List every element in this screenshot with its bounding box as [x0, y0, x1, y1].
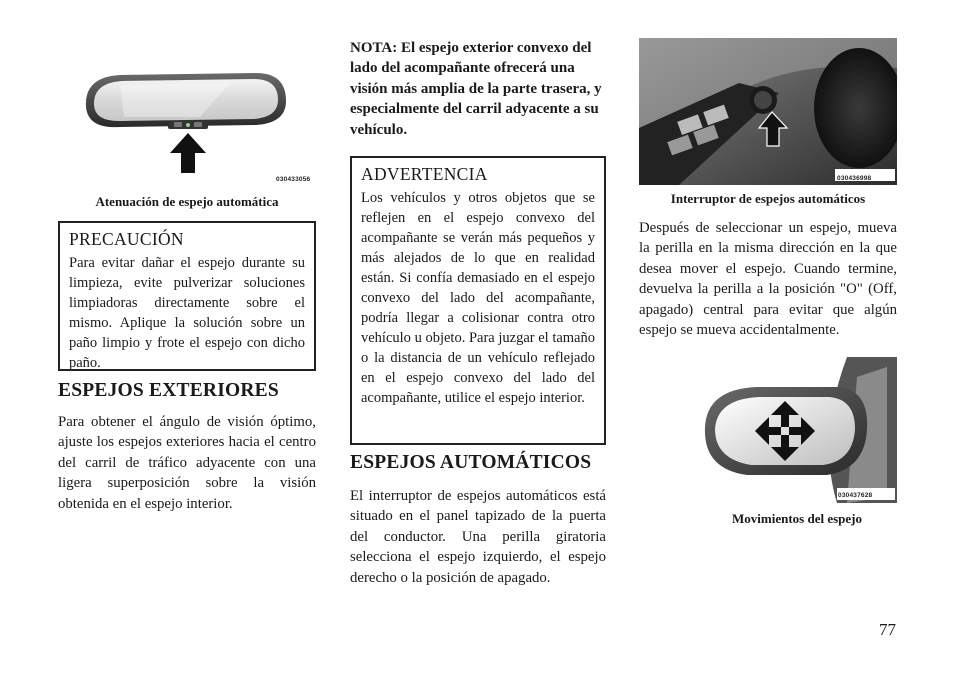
figure-code: 030433056 [276, 176, 311, 183]
figure-caption: Movimientos del espejo [732, 511, 862, 526]
rearview-mirror-figure [80, 65, 316, 180]
section-heading-automatic-mirrors: ESPEJOS AUTOMÁTICOS [350, 452, 592, 473]
page-number: 77 [879, 620, 896, 639]
section-text-automatic-mirrors: El interruptor de espejos automáticos está situado en el panel tapizado de la puerta del conductor. Una perilla giratoria selecciona el espejo izquierdo, el espejo derecho o la posición de apagado. [350, 488, 606, 586]
note-text: NOTA: El espejo exterior convexo del lado del acompañante ofrecerá una visión más amplia de la parte trasera, y especialmente del carril adyacente a su vehículo. [350, 40, 602, 138]
figure-code: 030436998 [837, 175, 872, 182]
figure-caption: Interruptor de espejos automáticos [670, 191, 866, 206]
mirror-adjust-text: Después de seleccionar un espejo, mueva la perilla en la misma dirección en la que desea mover el espejo. Cuando termine, devuelva la perilla a la posición "O" (Off, apagado) central para evitar que algún espejo se mueva accidentalmente. [639, 220, 897, 339]
figure-code: 030437628 [838, 492, 873, 499]
warning-box [350, 156, 606, 445]
caution-text: Para evitar dañar el espejo durante su limpieza, evite pulverizar soluciones limpiadoras directamente sobre el mismo. Aplique la solución sobre un paño limpio y frote el espejo con dicho paño. [69, 255, 305, 371]
caution-title: PRECAUCIÓN [69, 229, 184, 249]
warning-text: Los vehículos y otros objetos que se reflejen en el espejo convexo del acompañante se verán más pequeños y más alejados de lo que en realidad están. Si confía demasiado en el espejo convexo del lado del acompañante, podría llegar a colisionar contra otro vehículo u objeto. Para juzgar el tamaño o la distancia de un vehículo reflejado en el espejo convexo del lado del acompañante, utilice el espejo interior. [361, 190, 595, 406]
section-text-exterior-mirrors: Para obtener el ángulo de visión óptimo, ajuste los espejos exteriores hacia el centro del carril de tráfico adyacente con una ligera superposición sobre la visión obtenida en el espejo interior. [58, 414, 316, 512]
figure-caption: Atenuación de espejo automática [95, 194, 279, 209]
section-heading-exterior-mirrors: ESPEJOS EXTERIORES [58, 380, 279, 401]
caution-box [58, 221, 316, 371]
mirror-switch-figure [639, 38, 897, 185]
up-arrow-icon [170, 133, 206, 173]
mirror-movement-figure [697, 357, 897, 503]
warning-title: ADVERTENCIA [361, 164, 488, 184]
